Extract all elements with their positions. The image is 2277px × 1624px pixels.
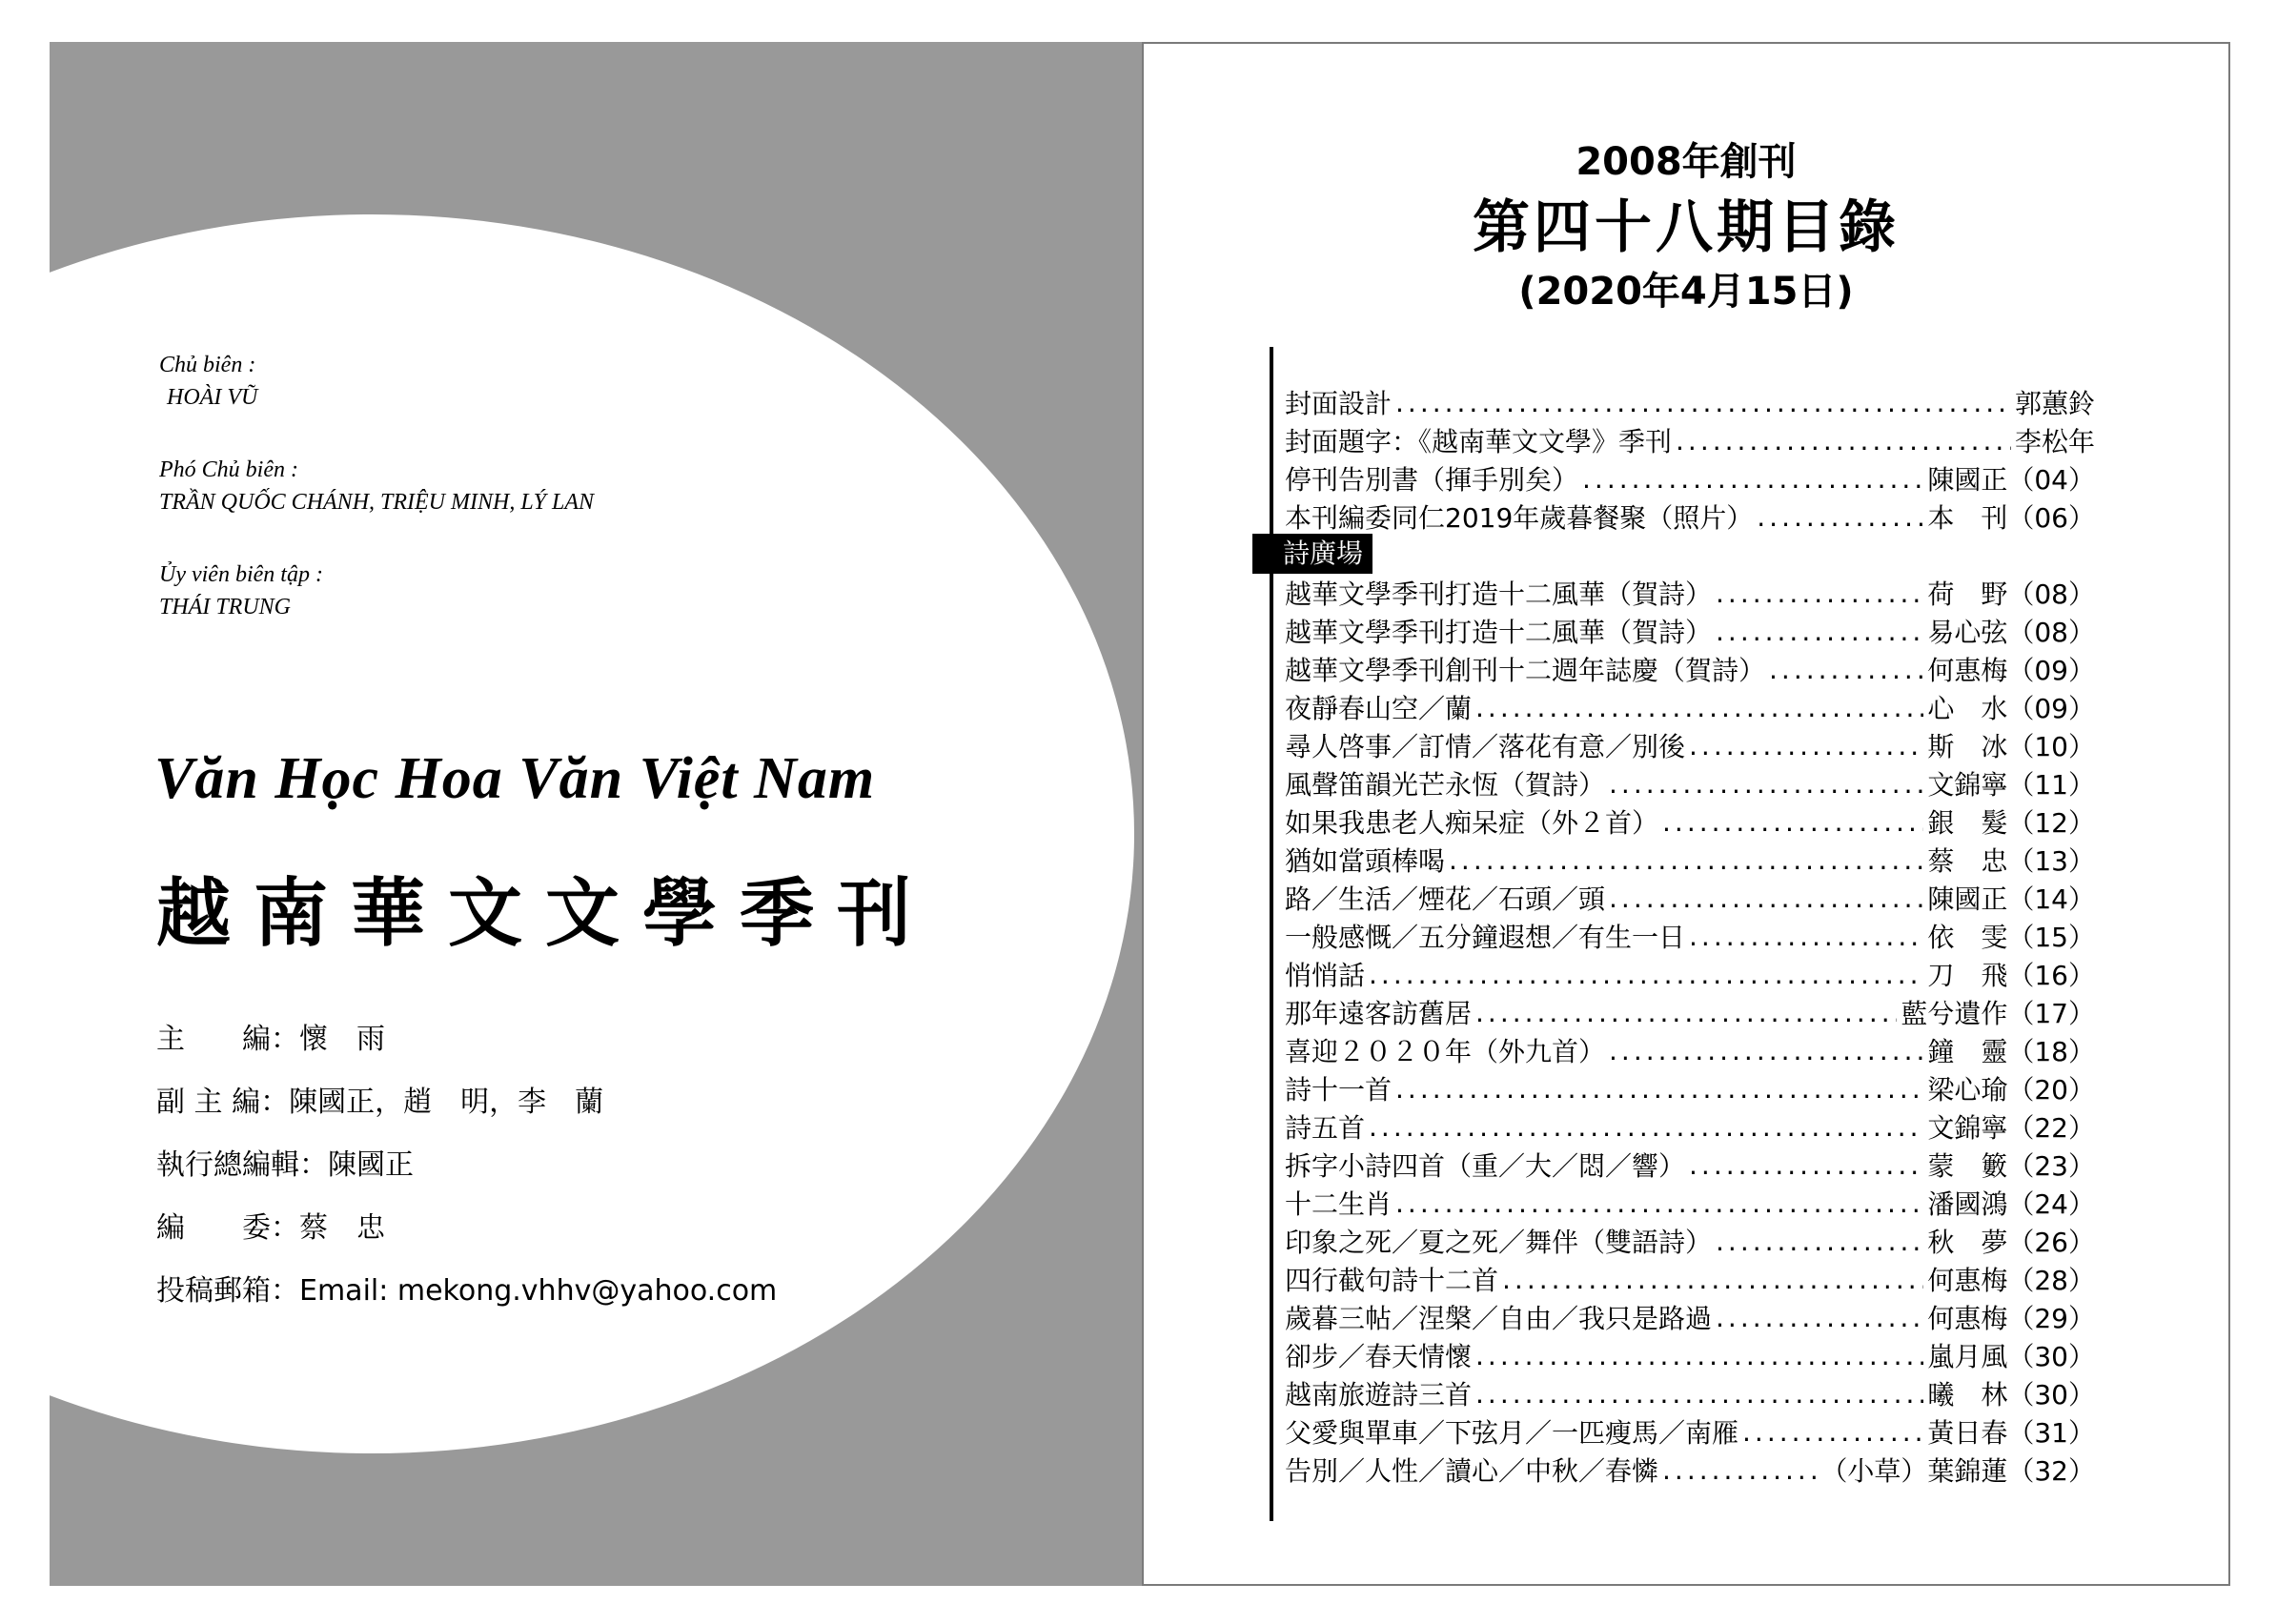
toc-entry-author: 秋 夢 xyxy=(1927,1227,2008,1258)
toc-entry xyxy=(1285,1336,2095,1374)
toc-dot-leader xyxy=(1609,768,1923,800)
toc-dot-leader xyxy=(1662,1454,1817,1486)
toc-entry-author: 梁心瑜 xyxy=(1927,1074,2008,1106)
toc-entry-author: 斯 冰 xyxy=(1927,731,2008,762)
toc-entry-page: （30） xyxy=(2007,1341,2095,1372)
toc-dot-leader xyxy=(1742,1416,1923,1448)
zh-credit-role: 編 委 xyxy=(156,1211,271,1245)
issue-date: (2020年4月15日) xyxy=(1518,270,1854,314)
magazine-title-vietnamese: Văn Học Hoa Văn Việt Nam xyxy=(154,746,876,811)
toc-entry-title: 封面題字：《越南華文文學》季刊 xyxy=(1285,426,1673,457)
toc-entry-title: 越華文學季刊打造十二風華（賀詩） xyxy=(1285,617,1713,648)
toc-entry-author: 刀 飛 xyxy=(1927,960,2008,991)
toc-entry-author: 銀 髮 xyxy=(1927,807,2008,839)
vn-credit-role: Phó Chủ biên : xyxy=(159,457,298,482)
section-label-poetry: 詩廣場 xyxy=(1252,534,1372,574)
toc-entry-page: （28） xyxy=(2007,1265,2095,1296)
toc-entry xyxy=(1285,1298,2095,1336)
toc-entry-title: 歲暮三帖／涅槃／自由／我只是路過 xyxy=(1285,1303,1713,1334)
toc-dot-leader xyxy=(1395,1073,1923,1105)
toc-entry xyxy=(1285,955,2095,993)
toc-entry-author: 蒙 籔 xyxy=(1927,1150,2008,1182)
vn-credit-deputy-editor xyxy=(159,454,594,518)
toc-entry-page: （17） xyxy=(2007,998,2095,1029)
toc-entry-page: （16） xyxy=(2007,960,2095,991)
toc-entry xyxy=(1285,1146,2095,1184)
toc-entry xyxy=(1285,612,2095,650)
vn-credit-names: THÁI TRUNG xyxy=(159,595,292,619)
zh-credit-role: 投稿郵箱 xyxy=(156,1274,271,1308)
toc-entry-title: 越華文學季刊創刊十二週年誌慶（賀詩） xyxy=(1285,655,1766,686)
toc-dot-leader xyxy=(1475,692,1923,723)
zh-credit-exec-editor: 執行總編輯 ： 陳國正 xyxy=(156,1148,414,1182)
toc-dot-leader xyxy=(1676,425,2011,457)
toc-entry-author: 文錦寧 xyxy=(1927,1112,2008,1144)
toc-entry-title: 風聲笛韻光芒永恆（賀詩） xyxy=(1285,769,1606,801)
zh-credit-chief-editor: 主 編 ： 懷 雨 xyxy=(156,1023,385,1056)
toc-entry-author: 潘國鴻 xyxy=(1927,1188,2008,1220)
toc-entry-title: 一般感慨／五分鐘遐想／有生一日 xyxy=(1285,922,1686,953)
toc-entry-title: 告別／人性／讀心／中秋／春憐 xyxy=(1285,1455,1659,1487)
toc-entry-title: 封面設計 xyxy=(1285,388,1393,419)
toc-entry-author: 黃日春 xyxy=(1927,1417,2008,1449)
toc-entry xyxy=(1285,1374,2095,1412)
toc-entry xyxy=(1285,1107,2095,1146)
toc-dot-leader xyxy=(1395,387,2011,418)
toc-entry-author: 陳國正 xyxy=(1927,464,2008,496)
toc-entry-title: 父愛與單車／下弦月／一匹瘦馬／南雁 xyxy=(1285,1417,1739,1449)
founded-year: 2008年創刊 xyxy=(1576,140,1797,184)
toc-entry-page: （14） xyxy=(2007,883,2095,915)
toc-entry-author: 陳國正 xyxy=(1927,883,2008,915)
magazine-title-chinese: 越南華文文學季刊 xyxy=(156,870,935,957)
vn-credit-chief-editor xyxy=(159,349,594,414)
toc-entry xyxy=(1285,421,2095,459)
submission-email: Email: mekong.vhhv@yahoo.com xyxy=(299,1274,778,1308)
toc-entry-page: （08） xyxy=(2007,579,2095,610)
toc-dot-leader xyxy=(1395,1188,1923,1219)
toc-dot-leader xyxy=(1716,578,1923,609)
toc-entry-page: （06） xyxy=(2007,502,2095,534)
toc-entry-author: 何惠梅 xyxy=(1927,655,2008,686)
toc-dot-leader xyxy=(1757,501,1923,533)
toc-entry-page: （32） xyxy=(2007,1455,2095,1487)
zh-credit-role: 執行總編輯 xyxy=(156,1148,299,1182)
toc-entry-title: 路／生活／煙花／石頭／頭 xyxy=(1285,883,1606,915)
toc-entry-title: 印象之死／夏之死／舞伴（雙語詩） xyxy=(1285,1227,1713,1258)
vietnamese-credits xyxy=(159,349,594,663)
toc-entry-page: （20） xyxy=(2007,1074,2095,1106)
toc-entry-author: 何惠梅 xyxy=(1927,1265,2008,1296)
toc-entry-author: 李松年 xyxy=(2014,426,2095,457)
toc-entry-author: 嵐月風 xyxy=(1927,1341,2008,1372)
toc-entry-title: 如果我患老人痴呆症（外２首） xyxy=(1285,807,1659,839)
toc-dot-leader xyxy=(1609,1035,1923,1066)
toc-entry-title: 拆字小詩四首（重／大／悶／響） xyxy=(1285,1150,1686,1182)
toc-entry-page: （10） xyxy=(2007,731,2095,762)
toc-entry-page: （18） xyxy=(2007,1036,2095,1067)
toc-entry xyxy=(1285,459,2095,497)
toc-entry-page: （31） xyxy=(2007,1417,2095,1449)
toc-dot-leader xyxy=(1689,730,1923,761)
toc-entry xyxy=(1285,993,2095,1031)
toc-entry-author: 曦 林 xyxy=(1927,1379,2008,1411)
toc-entry-title: 猶如當頭棒喝 xyxy=(1285,845,1446,877)
zh-credit-names: 陳國正，趙 明，李 蘭 xyxy=(289,1086,604,1119)
zh-credit-deputy-editor: 副 主 編 ： 陳國正，趙 明，李 蘭 xyxy=(156,1086,604,1119)
toc-entry xyxy=(1285,688,2095,726)
chinese-credits xyxy=(156,1024,777,1338)
toc-dot-leader xyxy=(1582,463,1923,495)
toc-entry-title: 四行截句詩十二首 xyxy=(1285,1265,1499,1296)
toc-dot-leader xyxy=(1689,921,1923,952)
toc-dot-leader xyxy=(1475,1378,1923,1410)
vn-credit-role: Ủy viên biên tập : xyxy=(159,562,323,587)
zh-credit-names: 懷 雨 xyxy=(299,1023,385,1056)
toc-entry-title: 卻步／春天情懷 xyxy=(1285,1341,1473,1372)
vn-credit-editorial-member xyxy=(159,558,594,623)
vn-credit-names: HOÀI VŨ xyxy=(167,385,258,410)
toc-dot-leader xyxy=(1716,1226,1923,1257)
toc-entry xyxy=(1285,1260,2095,1298)
toc-entry-author: 郭蕙鈴 xyxy=(2014,388,2095,419)
toc-entry-page: （23） xyxy=(2007,1150,2095,1182)
left-page xyxy=(50,42,1142,1586)
toc-entry xyxy=(1285,574,2095,612)
issue-title: 第四十八期目錄 xyxy=(1473,194,1900,261)
table-of-contents xyxy=(1285,383,2095,1489)
toc-entry-page: （08） xyxy=(2007,617,2095,648)
toc-entry-page: （04） xyxy=(2007,464,2095,496)
toc-entry xyxy=(1285,383,2095,421)
toc-dot-leader xyxy=(1689,1149,1923,1181)
toc-entry-title: 詩十一首 xyxy=(1285,1074,1393,1106)
toc-entry-title: 喜迎２０２０年（外九首） xyxy=(1285,1036,1606,1067)
zh-credit-role: 副 主 編 xyxy=(156,1086,261,1119)
toc-entry-title: 那年遠客訪舊居 xyxy=(1285,998,1473,1029)
toc-entry xyxy=(1285,917,2095,955)
toc-entry xyxy=(1285,1412,2095,1451)
zh-credit-submission-email: 投稿郵箱 ： Email: mekong.vhhv@yahoo.com xyxy=(156,1274,778,1308)
toc-dot-leader xyxy=(1475,997,1897,1028)
toc-entry-page: （12） xyxy=(2007,807,2095,839)
toc-entry-author: 何惠梅 xyxy=(1927,1303,2008,1334)
toc-dot-leader xyxy=(1369,1111,1923,1143)
toc-dot-leader xyxy=(1369,959,1923,990)
toc-entry-title: 越華文學季刊打造十二風華（賀詩） xyxy=(1285,579,1713,610)
toc-entry-page: （11） xyxy=(2007,769,2095,801)
zh-credit-names: 陳國正 xyxy=(328,1148,414,1182)
vn-credit-names: TRẦN QUỐC CHÁNH, TRIỆU MINH, LÝ LAN xyxy=(159,490,595,515)
vn-credit-role: Chủ biên : xyxy=(159,353,256,377)
zh-credit-names: 蔡 忠 xyxy=(299,1211,385,1245)
zh-credit-committee: 編 委 ： 蔡 忠 xyxy=(156,1211,385,1245)
toc-entry-title: 越南旅遊詩三首 xyxy=(1285,1379,1473,1411)
toc-dot-leader xyxy=(1609,883,1923,914)
toc-dot-leader xyxy=(1716,616,1923,647)
toc-entry-author: （小草）葉錦蓮 xyxy=(1820,1455,2008,1487)
toc-entry-title: 十二生肖 xyxy=(1285,1188,1393,1220)
toc-entry xyxy=(1285,1031,2095,1069)
toc-entry-page: （26） xyxy=(2007,1227,2095,1258)
toc-entry xyxy=(1285,497,2095,536)
toc-entry xyxy=(1285,1069,2095,1107)
toc-entry-page: （09） xyxy=(2007,655,2095,686)
toc-entry-author: 本 刊 xyxy=(1927,502,2008,534)
toc-entry-page: （22） xyxy=(2007,1112,2095,1144)
toc-entry-title: 悄悄話 xyxy=(1285,960,1366,991)
toc-entry-author: 心 水 xyxy=(1927,693,2008,724)
toc-entry-page: （24） xyxy=(2007,1188,2095,1220)
toc-entry-page: （15） xyxy=(2007,922,2095,953)
toc-entry xyxy=(1285,1222,2095,1260)
toc-entry-title: 停刊告別書（揮手別矣） xyxy=(1285,464,1579,496)
toc-vertical-rule xyxy=(1270,347,1273,1521)
toc-entry-page: （30） xyxy=(2007,1379,2095,1411)
zh-credit-role: 主 編 xyxy=(156,1023,271,1056)
toc-entry-author: 文錦寧 xyxy=(1927,769,2008,801)
toc-dot-leader xyxy=(1502,1264,1923,1295)
toc-entry-page: （09） xyxy=(2007,693,2095,724)
toc-dot-leader xyxy=(1769,654,1923,685)
toc-entry-page: （29） xyxy=(2007,1303,2095,1334)
toc-dot-leader xyxy=(1449,844,1923,876)
toc-entry-author: 荷 野 xyxy=(1927,579,2008,610)
toc-entry-author: 蔡 忠 xyxy=(1927,845,2008,877)
toc-entry-author: 易心弦 xyxy=(1927,617,2008,648)
toc-entry xyxy=(1285,802,2095,841)
toc-section-gap xyxy=(1285,536,2095,574)
toc-dot-leader xyxy=(1475,1340,1923,1371)
toc-entry-author: 藍兮遺作 xyxy=(1901,998,2008,1029)
toc-entry-author: 鐘 靈 xyxy=(1927,1036,2008,1067)
toc-entry xyxy=(1285,650,2095,688)
toc-entry-page: （13） xyxy=(2007,845,2095,877)
toc-dot-leader xyxy=(1716,1302,1923,1333)
toc-entry xyxy=(1285,726,2095,764)
toc-entry-title: 尋人啓事／訂情／落花有意／別後 xyxy=(1285,731,1686,762)
toc-entry xyxy=(1285,1184,2095,1222)
toc-entry-author: 依 雯 xyxy=(1927,922,2008,953)
toc-entry-title: 本刊編委同仁2019年歲暮餐聚（照片） xyxy=(1285,502,1754,534)
right-page xyxy=(1142,42,2230,1586)
toc-entry xyxy=(1285,1451,2095,1489)
toc-entry xyxy=(1285,879,2095,917)
toc-entry xyxy=(1285,764,2095,802)
toc-entry xyxy=(1285,841,2095,879)
toc-entry-title: 詩五首 xyxy=(1285,1112,1366,1144)
toc-entry-title: 夜靜春山空／蘭 xyxy=(1285,693,1473,724)
toc-dot-leader xyxy=(1662,806,1923,838)
